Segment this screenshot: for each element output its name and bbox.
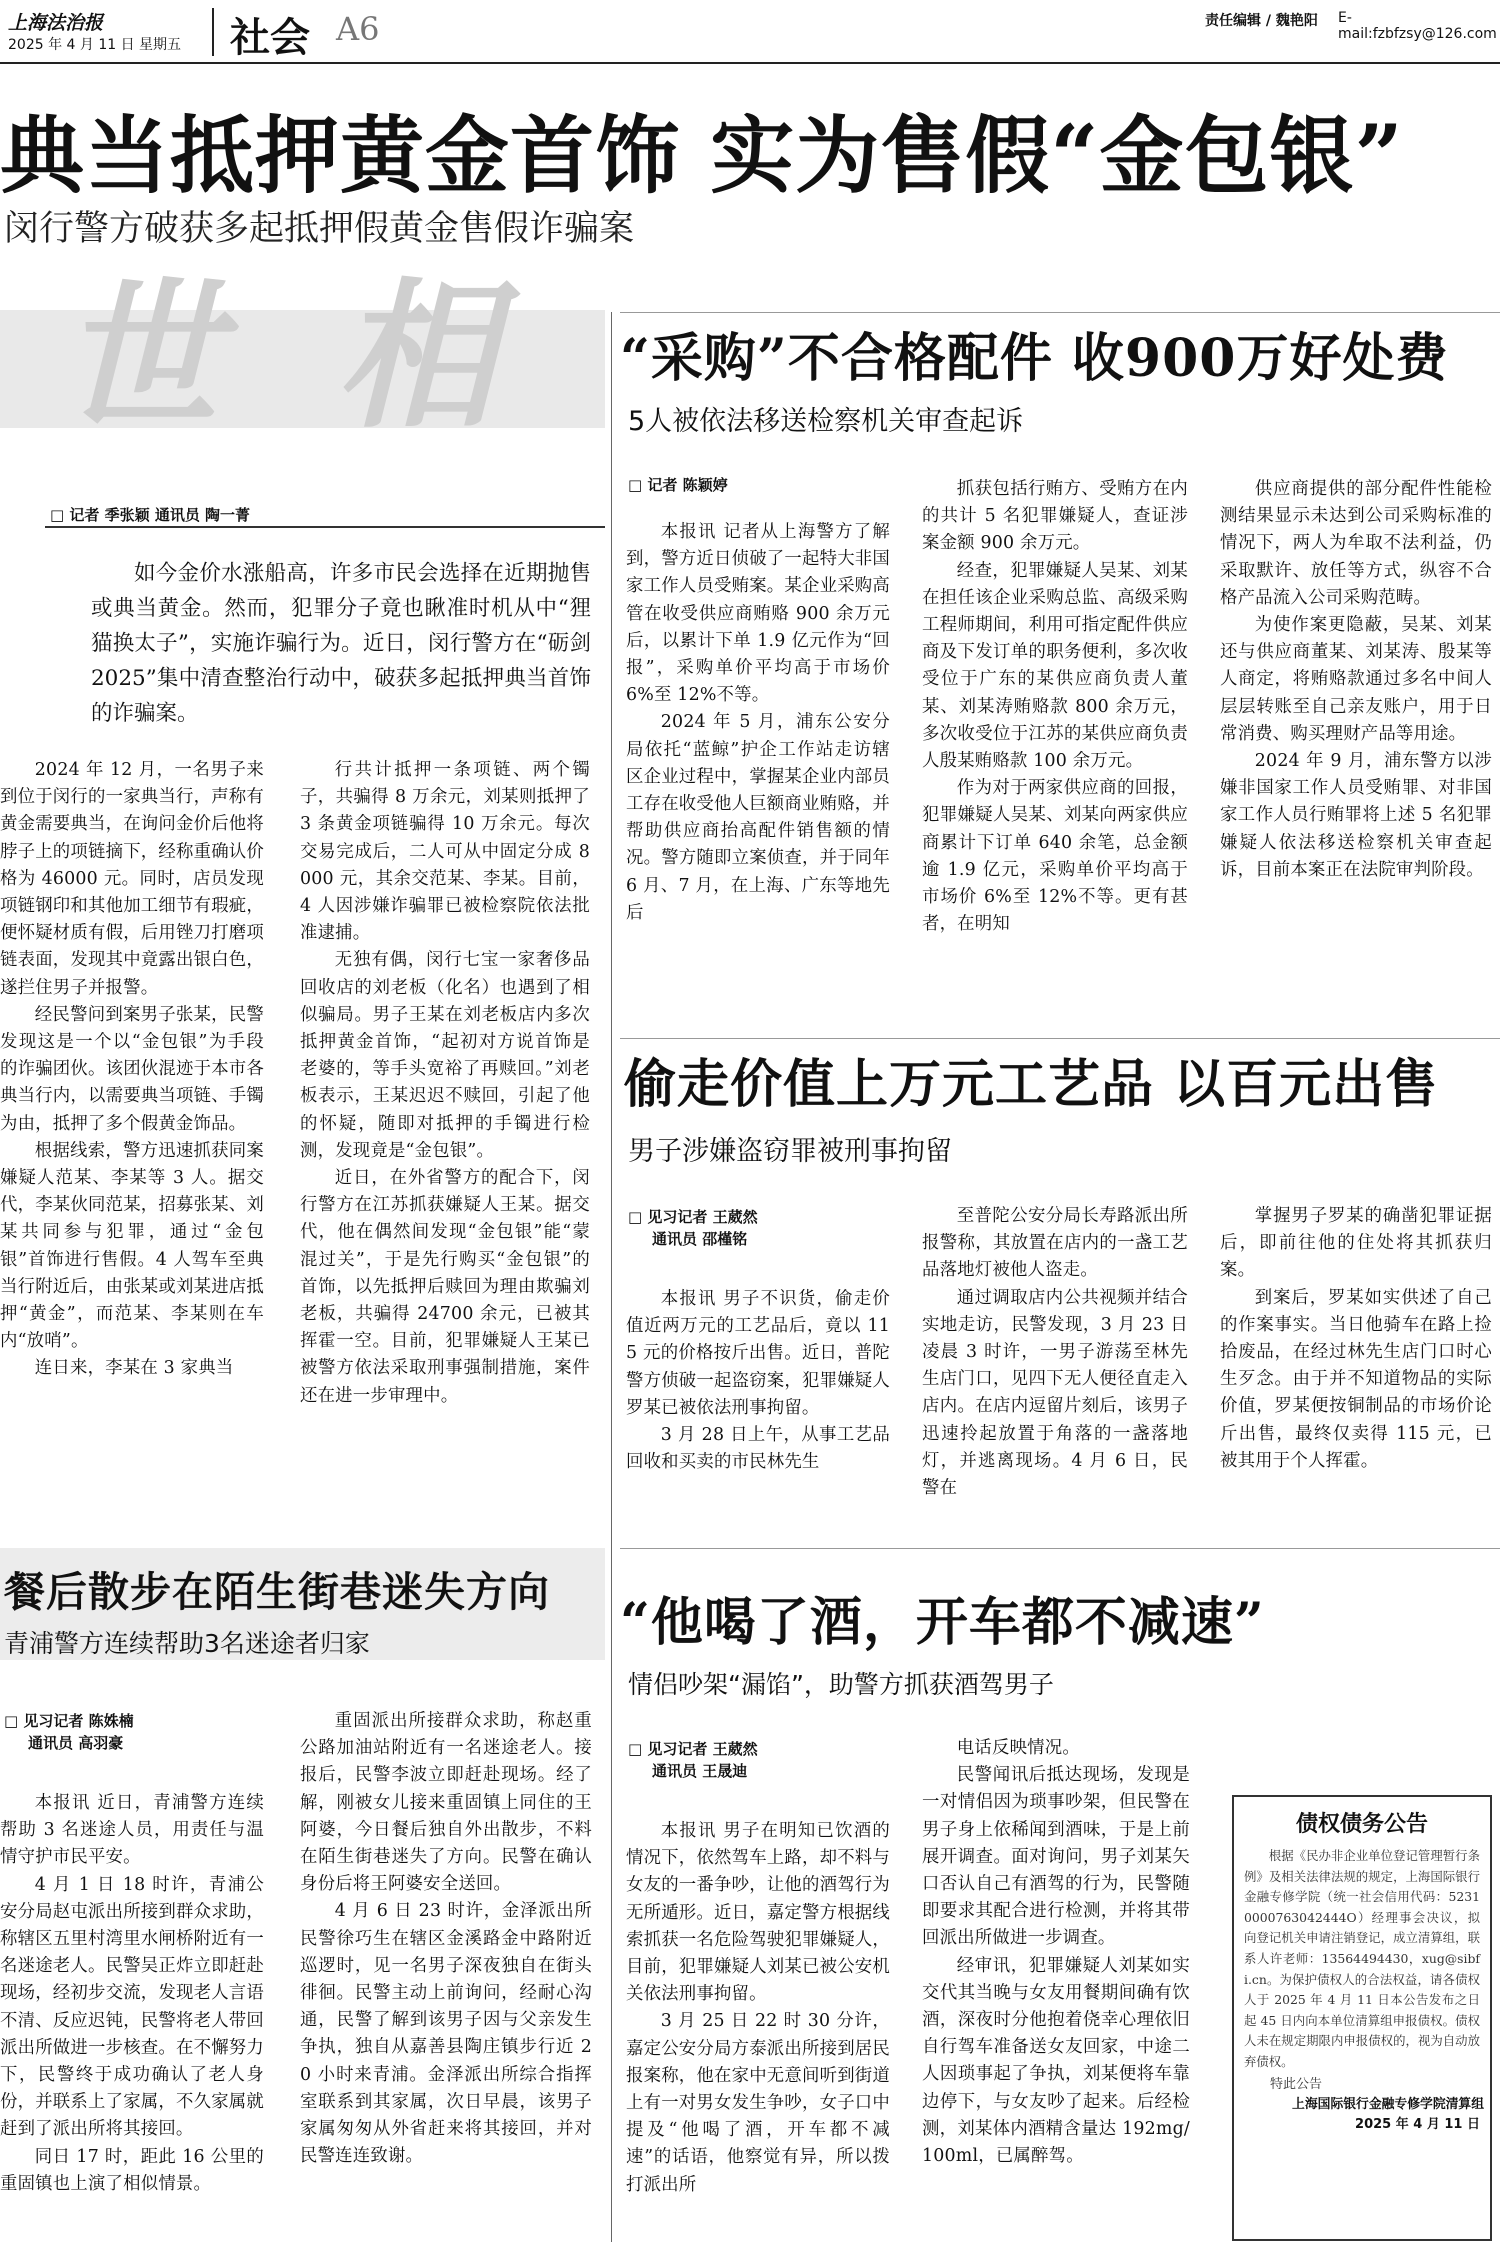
story4-subhead: 青浦警方连续帮助3名迷途者归家 [4,1629,370,1658]
story3-byline [628,1206,758,1250]
story4-headline: 餐后散步在陌生街巷迷失方向 [4,1568,550,1616]
paragraph: 民警闻讯后抵达现场，发现是一对情侣因为琐事吵架，但民警在男子身上依稀闻到酒味，于是上前展开调查。面对询问，男子刘某矢口否认自己有酒驾的行为，民警随即要求其配合进行检测，并将其带回派出所做进一步调查。 [922,1765,1190,1949]
paragraph: 本报讯 记者从上海警方了解到，警方近日侦破了一起特大非国家工作人员受贿案。某企业采购高管在收受供应商贿赂 900 余万元后，以累计下单 1.9 亿元作为“回报”，采购单价平均高于市场价 6%至 12%不等。 [626,522,890,706]
main-headline: 典当抵押黄金首饰 实为售假“金包银” [0,106,1404,205]
paragraph: 供应商提供的部分配件性能检测结果显示未达到公司采购标准的情况下，两人为牟取不法利益，仍采取默许、放任等方式，纵容不合格产品流入公司采购范畴。 [1220,479,1492,608]
story2-col2 [922,476,1188,938]
story4-byline [4,1710,134,1754]
byline-reporter: □ 见习记者 陈姝楠 [4,1712,134,1730]
story2-subhead: 5人被依法移送检察机关审查起诉 [628,406,1024,437]
paragraph: 重固派出所接群众求助，称赵重公路加油站附近有一名迷途老人。接报后，民警李波立即赶赴现场。经了解，刚被女儿接来重固镇上同住的王阿婆，今日餐后独自外出散步，不料在陌生街巷迷失了方向。民警在确认身份后将王阿婆安全送回。 [300,1711,592,1895]
paragraph: 经查，犯罪嫌疑人吴某、刘某在担任该企业采购总监、高级采购工程师期间，利用可指定配件供应商及下发订单的职务便利，多次收受位于广东的某供应商负责人董某、刘某涛贿赂款 800 余万元，多次收受位于江苏的某供应商负责人殷某贿赂款 100 余万元。 [922,560,1188,772]
story5-byline [628,1738,758,1782]
paragraph: 2024 年 5 月，浦东公安分局依托“蓝鲸”护企工作站走访辖区企业过程中，掌握某企业内部员工存在收受他人巨额商业贿赂，并帮助供应商抬高配件销售额的情况。警方随即立案侦查，并于同年 6 月、7 月，在上海、广东等地先后 [626,712,890,923]
story3-headline: 偷走价值上万元工艺品 以百元出售 [624,1054,1439,1115]
main-col2 [300,757,590,1410]
masthead-divider [212,8,214,56]
notice-title: 债权债务公告 [1295,1812,1428,1837]
main-col1 [0,757,264,1383]
story2-top-rule [620,312,1500,313]
main-byline: □ 记者 季张颖 通讯员 陶一菁 [50,506,251,524]
paragraph: 近日，在外省警方的配合下，闵行警方在江苏抓获嫌疑人王某。据交代，他在偶然间发现“金包银”能“蒙混过关”，于是先行购买“金包银”的首饰，以先抵押后赎回为理由欺骗刘老板，共骗得 24700 余元，已被其挥霍一空。目前，犯罪嫌疑人王某已被警方依法采取刑事强制措施，案件还在进一步审理中。 [300,1168,590,1406]
paragraph: 为使作案更隐蔽，吴某、刘某还与供应商董某、刘某涛、殷某等人商定，将贿赂款通过多名中间人层层转账至自己亲友账户，用于日常消费、购买理财产品等用途。 [1220,615,1492,744]
story2-byline: □ 记者 陈颖婷 [628,476,728,494]
paragraph: 通过调取店内公共视频并结合实地走访，民警发现，3 月 23 日凌晨 3 时许，一男子游荡至林先生店门口，见四下无人便径直走入店内。在店内逗留片刻后，该男子迅速拎起放置于角落的一盏落地灯，并逃离现场。4 月 6 日，民警在 [922,1287,1188,1499]
paragraph: 至普陀公安分局长寿路派出所报警称，其放置在店内的一盏工艺品落地灯被他人盗走。 [922,1206,1188,1281]
story4-col1 [0,1790,264,2198]
story5-subhead: 情侣吵架“漏馅”，助警方抓获酒驾男子 [628,1670,1054,1699]
paragraph: 行共计抵押一条项链、两个镯子，共骗得 8 万余元，刘某则抵押了 3 条黄金项链骗得 10 万余元。每次交易完成后，二人可从中固定分成 8000 元，其余交范某、李某。目前，4 人因涉嫌诈骗罪已被检察院依法批准逮捕。 [300,760,590,944]
column-logo: 世 相 [60,262,526,450]
story5-col1 [626,1818,890,2199]
masthead [0,0,1500,62]
main-subhead: 闵行警方破获多起抵押假黄金售假诈骗案 [4,209,635,249]
story5-headline: “他喝了酒，开车都不减速” [620,1592,1265,1653]
paragraph: 本报讯 男子不识货，偷走价值近两万元的工艺品后，竟以 115 元的价格按斤出售。近日，普陀警方侦破一起盗窃案，犯罪嫌疑人罗某已被依法刑事拘留。 [626,1289,890,1418]
paragraph: 本报讯 近日，青浦警方连续帮助 3 名迷途人员，用责任与温情守护市民平安。 [0,1793,264,1868]
byline-reporter: □ 见习记者 王葳然 [628,1208,758,1226]
column-divider [611,312,612,2242]
byline-correspondent: 通讯员 邵槿铭 [652,1230,748,1248]
section-name: 社会 [230,15,310,61]
notice-sign-label: 特此公告 [1270,2076,1323,2092]
paragraph: 3 月 28 日上午，从事工艺品回收和买卖的市民林先生 [626,1425,890,1473]
lead-box [45,526,605,738]
paragraph: 连日来，李某在 3 家典当 [34,1358,234,1379]
paragraph: 无独有偶，闵行七宝一家奢侈品回收店的刘老板（化名）也遇到了相似骗局。男子王某在刘老板店内多次抵押黄金首饰，“起初对方说首饰是老婆的，等手头宽裕了再赎回。”刘老板表示，王某迟迟不赎回，引起了他的怀疑，随即对抵押的手镯进行检测，发现竟是“金包银”。 [300,950,590,1161]
paragraph: 到案后，罗某如实供述了自己的作案事实。当日他骑车在路上捡拾废品，在经过林先生店门口时心生歹念。由于并不知道物品的实际价值，罗某便按铜制品的市场价论斤出售，最终仅卖得 115 元，已被其用于个人挥霍。 [1220,1287,1492,1471]
page-number: A6 [336,10,380,48]
paragraph: 电话反映情况。 [956,1738,1080,1758]
paragraph: 本报讯 男子在明知已饮酒的情况下，依然驾车上路，却不料与女友的一番争吵，让他的酒驾行为无所遁形。近日，嘉定警方根据线索抓获一名危险驾驶犯罪嫌疑人，目前，犯罪嫌疑人刘某已被公安机关依法刑事拘留。 [626,1821,890,2005]
paragraph: 作为对于两家供应商的回报，犯罪嫌疑人吴某、刘某向两家供应商累计下订单 640 余笔，总金额逾 1.9 亿元，采购单价平均高于市场价 6%至 12%不等。更有甚者，在明知 [922,778,1188,935]
story3-col2 [922,1203,1188,1502]
paragraph: 4 月 6 日 23 时许，金泽派出所民警徐巧生在辖区金溪路金中路附近巡逻时，见一名男子深夜独自在街头徘徊。民警主动上前询问，经耐心沟通，民警了解到该男子因与父亲发生争执，独自从嘉善县陶庄镇步行近 20 小时来青浦。金泽派出所综合指挥室联系到其家属，次日早晨，该男子家属匆匆从外省赶来将其接回，并对民警连连致谢。 [300,1901,592,2167]
notice-date: 2025 年 4 月 11 日 [1355,2116,1480,2132]
story3-subhead: 男子涉嫌盗窃罪被刑事拘留 [628,1136,952,1167]
byline-reporter: □ 见习记者 王葳然 [628,1740,758,1758]
paragraph: 2024 年 9 月，浦东警方以涉嫌非国家工作人员受贿罪、对非国家工作人员行贿罪将上述 5 名犯罪嫌疑人依法移送检察机关审查起诉，目前本案正在法院审判阶段。 [1220,751,1492,880]
notice-body: 根据《民办非企业单位登记管理暂行条例》及相关法律法规的规定，上海国际银行金融专修学院（统一社会信用代码：52310000763042444O）经理事会决议，拟向登记机关申请注销登记，成立清算组，联系人许老师：13564494430，xug@sibfi.cn。为保护债权人的合法权益，请各债权人于 2025 年 4 月 11 日本公告发布之日起 45 日内向本单位清算组申报债权。债权人未在规定期限内申报债权的，视为自动放弃债权。 [1244,1848,1480,2069]
editor-label: 责任编辑 / 魏艳阳 [1205,13,1318,29]
story5-col2 [922,1735,1190,2170]
story3-col1 [626,1286,890,1476]
byline-correspondent: 通讯员 王晟迪 [652,1762,748,1780]
main-lead: 如今金价水涨船高，许多市民会选择在近期抛售或典当黄金。然而，犯罪分子竟也瞅准时机从中“狸猫换太子”，实施诈骗行为。近日，闵行警方在“砺剑 2025”集中清查整治行动中，破获多起抵押典当首饰的诈骗案。 [91,561,591,726]
paragraph: 抓获包括行贿方、受贿方在内的共计 5 名犯罪嫌疑人，查证涉案金额 900 余万元。 [922,479,1188,554]
paragraph: 4 月 1 日 18 时许，青浦公安分局赵屯派出所接到群众求助，称辖区五里村湾里水闸桥附近有一名迷途老人。民警吴正炸立即赶赴现场，经初步交流，发现老人言语不清、反应迟钝，民警将老人带回派出所做进一步核查。在不懈努力下，民警终于成功确认了老人身份，并联系上了家属，不久家属就赶到了派出所将其接回。 [0,1874,264,2140]
debt-notice [1232,1795,1492,2241]
masthead-rule [0,62,1500,64]
notice-signer: 上海国际银行金融专修学院清算组 [1292,2096,1484,2112]
story2-col3 [1220,476,1492,884]
paragraph: 经审讯，犯罪嫌疑人刘某如实交代其当晚与女友用餐期间确有饮酒，深夜时分他抱着侥幸心理依旧自行驾车准备送女友回家，中途二人因琐事起了争执，刘某便将车靠边停下，与女友吵了起来。后经检测，刘某体内酒精含量达 192mg/100ml，已属醉驾。 [922,1955,1190,2167]
paragraph: 根据线索，警方迅速抓获同案嫌疑人范某、李某等 3 人。据交代，李某伙同范某，招募张某、刘某共同参与犯罪，通过“金包银”首饰进行售假。4 人驾车至典当行附近后，由张某或刘某进店抵押“黄金”，而范某、李某则在车内“放哨”。 [0,1140,264,1352]
paragraph: 2024 年 12 月，一名男子来到位于闵行的一家典当行，声称有黄金需要典当，在询问金价后他将脖子上的项链摘下，经称重确认价格为 46000 元。同时，店员发现项链钢印和其他加工细节有瑕疵，便怀疑材质有假，后用锉刀打磨项链表面，发现其中竟露出银白色，遂拦住男子并报警。 [0,760,264,998]
byline-correspondent: 通讯员 高羽豪 [28,1734,124,1752]
story5-top-rule [620,1548,1500,1549]
story3-col3 [1220,1203,1492,1475]
paragraph: 经民警问到案男子张某，民警发现这是一个以“金包银”为手段的诈骗团伙。该团伙混迹于本市各典当行内，以需要典当项链、手镯为由，抵押了多个假黄金饰品。 [0,1004,264,1134]
issue-date: 2025 年 4 月 11 日 星期五 [8,37,182,53]
story2-col1 [626,519,890,927]
paragraph: 3 月 25 日 22 时 30 分许，嘉定公安分局方泰派出所接到居民报案称，他在家中无意间听到街道上有一对男女发生争吵，女子口中提及“他喝了酒，开车都不减速”的话语，他察觉有异，所以拨打派出所 [626,2011,890,2195]
story4-col2 [300,1708,592,2170]
paragraph: 同日 17 时，距此 16 公里的重固镇也上演了相似情景。 [0,2146,264,2194]
paper-name: 上海法治报 [8,12,104,34]
story3-top-rule [620,1038,1500,1039]
editor-email: E-mail:fzbfzsy@126.com [1338,10,1497,42]
paragraph: 掌握男子罗某的确凿犯罪证据后，即前往他的住处将其抓获归案。 [1220,1206,1492,1281]
story2-headline: “采购”不合格配件 收900万好处费 [620,328,1449,389]
